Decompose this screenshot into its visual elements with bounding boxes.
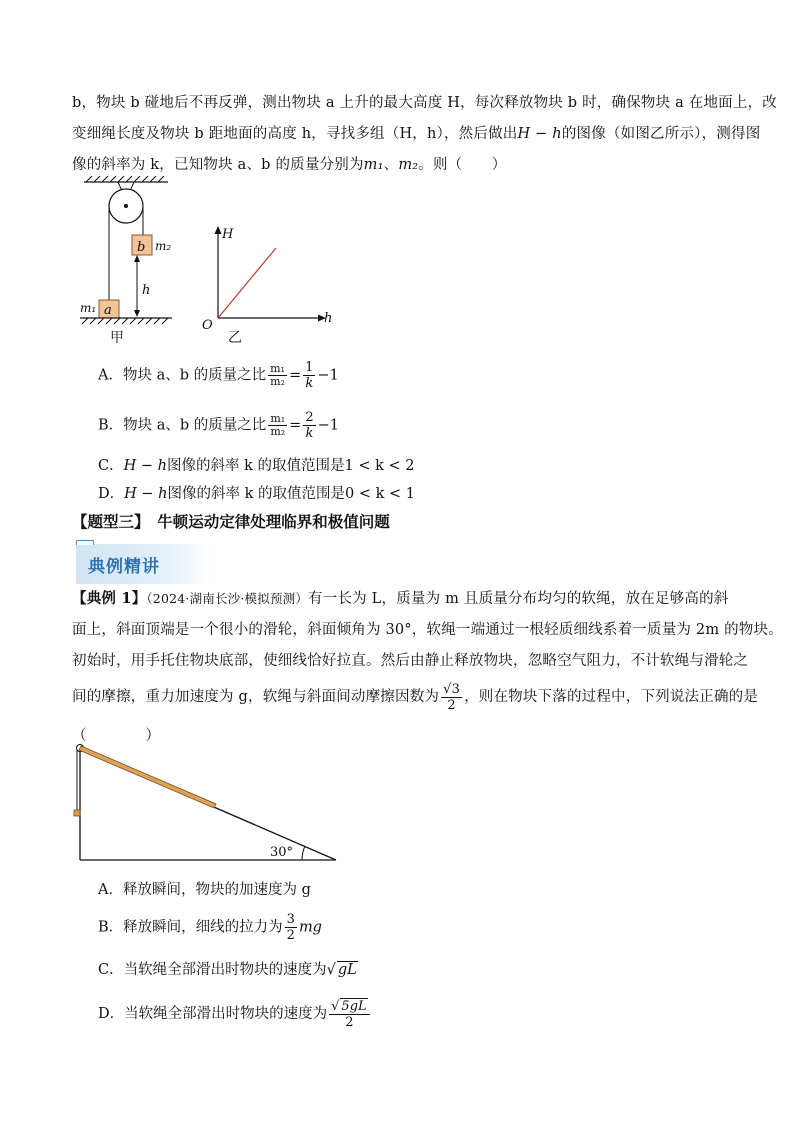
example1-source: （2024·湖南长沙·模拟预测） (146, 591, 309, 606)
frac-den: 2 (447, 697, 456, 713)
example1-line-4 (72, 677, 759, 717)
option-q2-a: A．释放瞬间，物块的加速度为 g (98, 882, 311, 898)
frac-den: k (305, 376, 314, 391)
frac-den: 2 (286, 928, 295, 943)
graph-line (218, 248, 276, 318)
option-b-text: B．物块 a、b 的质量之比 (98, 417, 267, 434)
option-c-text: 图像的斜率 k 的取值范围是 (166, 458, 345, 474)
option-c-prefix: C． (98, 458, 124, 474)
frac-den: 2 (345, 1015, 354, 1030)
option-d-expr: H − h (124, 486, 168, 502)
tension-fraction (285, 912, 297, 943)
figure-graph (198, 218, 338, 348)
h-minus-h-expr: H − h (517, 126, 562, 142)
sqrt-content: gL (337, 962, 357, 978)
option-c-text: C．当软绳全部滑出时物块的速度为 (98, 962, 327, 978)
option-c-expr: H − h (123, 458, 167, 474)
origin-label: O (202, 318, 213, 333)
banner-text: 典例精讲 (88, 557, 160, 577)
option-q1-d (98, 482, 415, 503)
ratio-fraction (268, 363, 287, 388)
option-q2-c (98, 958, 358, 979)
example1-line-3: 初始时，用手托住物块底部，使细线恰好拉直。然后由静止释放物块，忽略空气阻力，不计软绳与滑轮之 (72, 653, 749, 669)
frac-den: m₂ (270, 375, 285, 388)
option-q1-c (98, 454, 414, 475)
figure-pulley (80, 176, 190, 348)
option-c-range: 1 < k < 2 (344, 458, 415, 474)
frac-den: m₂ (270, 425, 286, 438)
hanging-block (74, 810, 80, 816)
intro-line-1: b，物块 b 碰地后不再反弹，测出物块 a 上升的最大高度 H，每次释放物块 b 时，确保物块 a 在地面上，改 (72, 95, 777, 111)
example1-line-1-rest: 有一长为 L，质量为 m 且质量分布均匀的软绳，放在足够高的斜 (308, 591, 729, 607)
axis-h-label: h (324, 311, 333, 326)
sqrt-symbol: √ (326, 962, 336, 978)
option-q2-b (98, 912, 322, 943)
equals: = (288, 367, 302, 384)
section-title: 【题型三】 牛顿运动定律处理临界和极值问题 (72, 513, 390, 531)
option-d-text: 图像的斜率 k 的取值范围是 (167, 486, 346, 502)
frac-den: k (305, 426, 314, 441)
label-b: b (137, 240, 146, 255)
label-a: a (104, 303, 112, 318)
example1-line-5: （ ） (72, 728, 161, 744)
example1-line-2: 面上，斜面顶端是一个很小的滑轮，斜面倾角为 30°，软绳一端通过一根轻质细线系着一质量为 2m 的物块。 (72, 622, 783, 638)
axis-H-label: H (222, 227, 234, 242)
intro-line-3-start: 像的斜率为 k，已知物块 a、b 的质量分别为 (72, 157, 364, 173)
label-m2: m₂ (155, 239, 172, 253)
answer-fraction (303, 360, 315, 391)
frac-num: 2 (305, 410, 314, 425)
mass-m2: m₂ (398, 157, 419, 173)
figure-incline (70, 740, 350, 868)
angle-label: 30° (270, 845, 294, 860)
option-a-text: A．物块 a、b 的质量之比 (98, 367, 267, 384)
frac-num: √3 (443, 681, 461, 697)
example1-paragraph (72, 583, 783, 752)
intro-line-2-start: 变细绳长度及物块 b 距地面的高度 h，寻找多组（H，h），然后做出 (72, 126, 518, 142)
caption-yi: 乙 (228, 330, 242, 346)
option-b-tail: mg (298, 919, 322, 936)
frac-num: m₁ (270, 412, 286, 425)
frac-num: 3 (286, 912, 295, 927)
label-h: h (142, 283, 151, 298)
example1-line-4-end: ，则在物块下落的过程中，下列说法正确的是 (464, 689, 759, 705)
caption-jia: 甲 (110, 330, 124, 346)
option-q1-a (98, 360, 339, 391)
option-q2-d (98, 998, 372, 1030)
problem-intro (72, 88, 777, 181)
option-a-tail: −1 (317, 367, 339, 384)
mass-sep: 、 (383, 157, 399, 173)
option-b-text: B．释放瞬间，细线的拉力为 (98, 919, 283, 936)
friction-coefficient (441, 682, 462, 713)
soft-rope (79, 746, 216, 808)
label-m1: m₁ (80, 301, 97, 315)
sqrt-content: 5gL (341, 999, 367, 1014)
option-d-prefix: D． (98, 486, 125, 502)
intro-line-2-end: 的图像（如图乙所示），测得图 (561, 126, 761, 142)
option-d-range: 0 < k < 1 (345, 486, 415, 502)
example-banner (76, 544, 212, 584)
frac-num: 1 (305, 360, 314, 375)
frac-num: m₁ (270, 362, 285, 375)
example1-label: 【典例 1】 (72, 590, 147, 607)
answer-fraction (303, 410, 315, 441)
option-b-tail: −1 (317, 417, 339, 434)
intro-line-2 (72, 119, 761, 150)
mass-m1: m₁ (363, 157, 384, 173)
example1-line-4-start: 间的摩擦，重力加速度为 g，软绳与斜面间动摩擦因数为 (72, 689, 440, 705)
banner-corner-decoration (76, 540, 94, 545)
ratio-fraction (268, 413, 287, 438)
intro-line-3-end: 。则（ ） (418, 157, 507, 173)
velocity-fraction (329, 998, 370, 1030)
equals: = (289, 417, 302, 434)
option-d-text: D．当软绳全部滑出时物块的速度为 (98, 1006, 328, 1022)
frac-num: √ 5gL (329, 998, 370, 1015)
option-q1-b (98, 410, 339, 441)
example1-line-1 (72, 583, 732, 615)
